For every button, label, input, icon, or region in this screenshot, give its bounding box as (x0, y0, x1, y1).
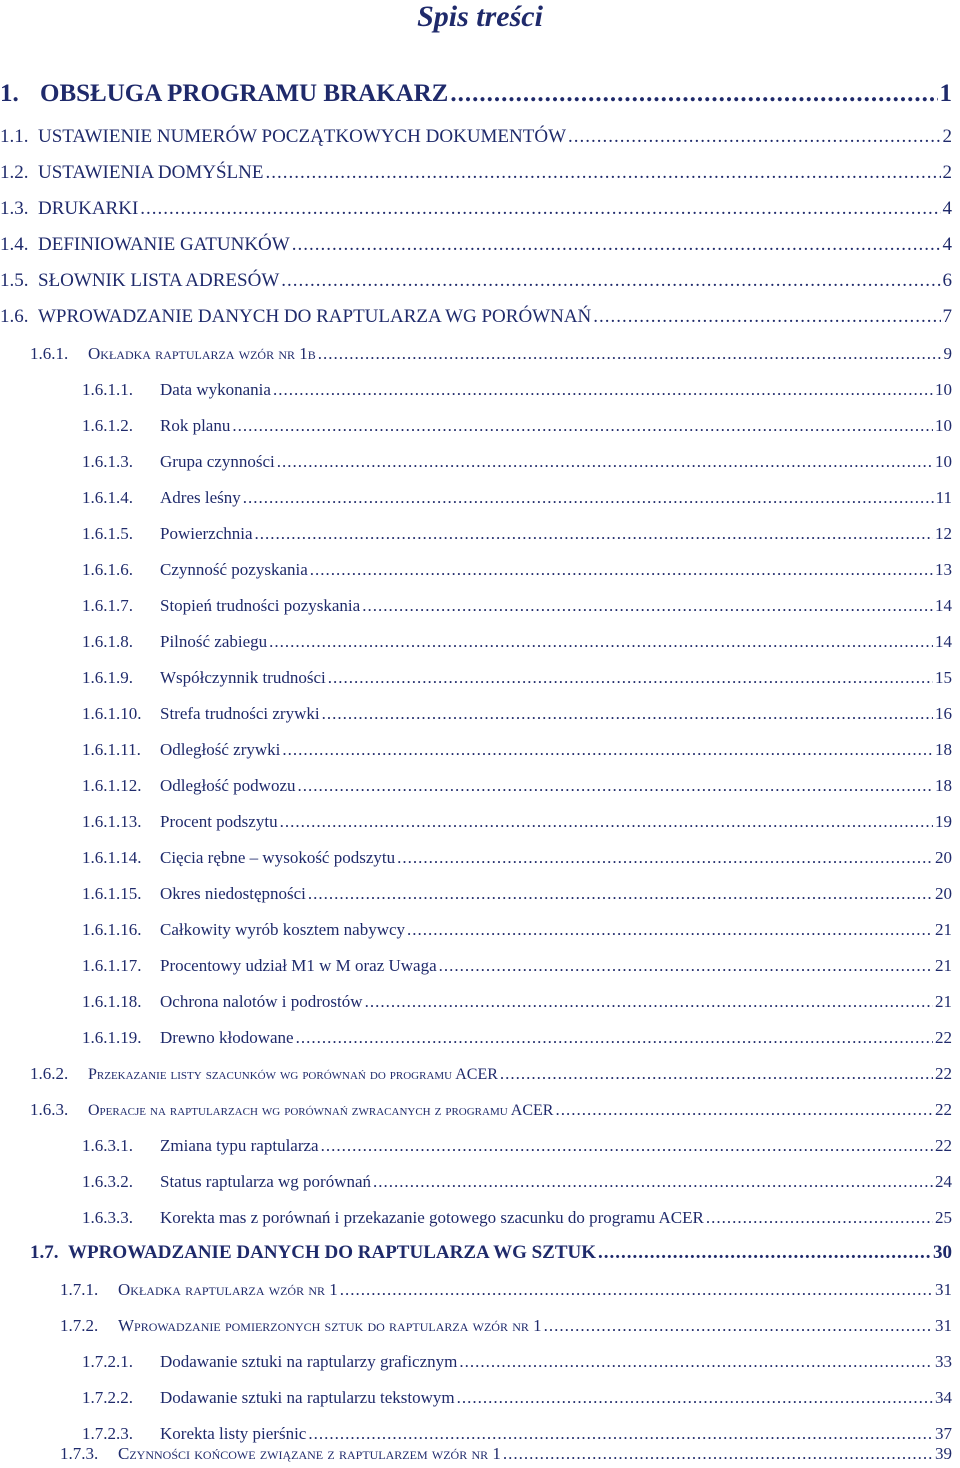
entry-title: Powierzchnia (160, 524, 253, 543)
dot-leader (322, 704, 933, 724)
entry-title: Okładka raptularza wzór nr 1b (88, 344, 316, 363)
entry-page: 11 (935, 488, 952, 507)
dot-leader (373, 1172, 933, 1192)
dot-leader (273, 380, 933, 400)
entry-page: 16 (935, 704, 952, 723)
entry-page: 18 (935, 740, 952, 759)
toc-entry[interactable] (0, 70, 952, 108)
toc-entry[interactable] (82, 868, 952, 904)
toc-entry[interactable] (30, 1228, 952, 1264)
entry-number: 1.6.3. (30, 1100, 69, 1119)
toc-entry[interactable] (82, 508, 952, 544)
toc-entry[interactable] (82, 1120, 952, 1156)
entry-number: 1.6.2. (30, 1064, 69, 1083)
dot-leader (544, 1316, 933, 1336)
dot-leader (397, 848, 933, 868)
entry-title: Odległość podwozu (160, 776, 296, 795)
dot-leader (296, 1028, 933, 1048)
entry-title: Okładka raptularza wzór nr 1 (118, 1280, 338, 1299)
entry-page: 14 (935, 596, 952, 615)
entry-title: OBSŁUGA PROGRAMU BRAKARZ (40, 80, 449, 107)
toc-entry[interactable] (82, 436, 952, 472)
entry-number: 1. (0, 80, 19, 107)
entry-number: 1.7. (30, 1242, 59, 1263)
entry-page: 34 (935, 1388, 952, 1407)
entry-page: 18 (935, 776, 952, 795)
dot-leader (281, 270, 940, 292)
entry-number: 1.7.2. (60, 1316, 99, 1335)
entry-number: 1.6.1.19. (82, 1028, 142, 1047)
entry-number: 1.6.1.10. (82, 704, 142, 723)
entry-page: 6 (942, 270, 952, 291)
entry-title: USTAWIENIE NUMERÓW POCZĄTKOWYCH DOKUMENTÓW (38, 126, 567, 147)
entry-number: 1.6.1.11. (82, 740, 141, 759)
entry-page: 22 (935, 1064, 952, 1083)
entry-page: 37 (935, 1424, 952, 1443)
entry-number: 1.7.2.3. (82, 1424, 133, 1443)
toc-entry[interactable] (82, 580, 952, 616)
toc-entry[interactable] (82, 652, 952, 688)
dot-leader (265, 162, 940, 184)
entry-page: 31 (935, 1316, 952, 1335)
toc-entry[interactable] (0, 112, 952, 148)
toc-entry[interactable] (82, 940, 952, 976)
entry-page: 10 (935, 452, 952, 471)
entry-page: 14 (935, 632, 952, 651)
entry-title: Operacje na raptularzach wg porównań zwracanych z programu ACER (88, 1102, 554, 1119)
entry-title: Pilność zabiegu (160, 632, 268, 651)
entry-number: 1.6.3.1. (82, 1136, 133, 1155)
toc-entry[interactable] (60, 1300, 952, 1336)
toc-entry[interactable] (60, 1264, 952, 1300)
entry-number: 1.6.1.8. (82, 632, 133, 651)
entry-page: 22 (935, 1028, 952, 1047)
toc-entry[interactable] (82, 760, 952, 796)
entry-number: 1.6.1.7. (82, 596, 133, 615)
dot-leader (308, 884, 933, 904)
dot-leader (310, 560, 933, 580)
entry-page: 21 (935, 920, 952, 939)
toc-entry[interactable] (82, 1156, 952, 1192)
entry-title: Przekazanie listy szacunków wg porównań do programu ACER (88, 1066, 498, 1083)
entry-title: Procentowy udział M1 w M oraz Uwaga (160, 956, 437, 975)
toc-entry[interactable] (82, 724, 952, 760)
entry-number: 1.6.1.5. (82, 524, 133, 543)
toc-entry[interactable] (82, 1012, 952, 1048)
entry-number: 1.1. (0, 126, 29, 147)
dot-leader (555, 1100, 933, 1120)
entry-page: 2 (942, 162, 952, 183)
entry-page: 30 (933, 1242, 952, 1263)
entry-title: Ochrona nalotów i podrostów (160, 992, 363, 1011)
dot-leader (568, 126, 940, 148)
toc-entry[interactable] (82, 904, 952, 940)
toc-entry[interactable] (82, 832, 952, 868)
dot-leader (282, 740, 933, 760)
entry-number: 1.6.1.1. (82, 380, 133, 399)
toc-entry[interactable] (82, 364, 952, 400)
entry-title: Wprowadzanie pomierzonych sztuk do raptularza wzór nr 1 (118, 1316, 542, 1335)
entry-number: 1.7.2.2. (82, 1388, 133, 1407)
entry-title: Całkowity wyrób kosztem nabywcy (160, 920, 406, 939)
entry-page: 10 (935, 416, 952, 435)
entry-number: 1.6.1.9. (82, 668, 133, 687)
entry-page: 22 (935, 1136, 952, 1155)
entry-page: 20 (935, 848, 952, 867)
toc-entry[interactable] (30, 1048, 952, 1084)
entry-number: 1.7.3. (60, 1444, 99, 1463)
entry-title: Odległość zrywki (160, 740, 281, 759)
entry-title: Status raptularza wg porównań (160, 1172, 372, 1191)
dot-leader (340, 1280, 933, 1300)
dot-leader (593, 306, 940, 328)
entry-number: 1.6.3.3. (82, 1208, 133, 1227)
entry-title: DRUKARKI (38, 198, 139, 219)
toc-entry[interactable] (30, 1084, 952, 1120)
toc-entry[interactable] (30, 328, 952, 364)
toc-entry[interactable] (0, 292, 952, 328)
entry-title: Procent podszytu (160, 812, 278, 831)
entry-page: 21 (935, 992, 952, 1011)
entry-page: 22 (935, 1100, 952, 1119)
entry-number: 1.6.1.14. (82, 848, 142, 867)
entry-title: Okres niedostępności (160, 884, 306, 903)
dot-leader (269, 632, 933, 652)
entry-title: Drewno kłodowane (160, 1028, 294, 1047)
entry-page: 21 (935, 956, 952, 975)
dot-leader (450, 80, 937, 108)
entry-title: Rok planu (160, 416, 231, 435)
entry-title: Grupa czynności (160, 452, 275, 471)
toc-entry[interactable] (82, 544, 952, 580)
entry-number: 1.2. (0, 162, 29, 183)
dot-leader (362, 596, 933, 616)
entry-page: 2 (942, 126, 952, 147)
entry-number: 1.6.1.15. (82, 884, 142, 903)
entry-page: 19 (935, 812, 952, 831)
dot-leader (280, 812, 933, 832)
entry-title: WPROWADZANIE DANYCH DO RAPTULARZA WG PORÓWNAŃ (38, 306, 592, 327)
entry-number: 1.4. (0, 234, 29, 255)
entry-number: 1.6.1.16. (82, 920, 142, 939)
toc-entry[interactable] (82, 1372, 952, 1408)
toc-entry[interactable] (82, 976, 952, 1012)
entry-page: 12 (935, 524, 952, 543)
entry-title: Zmiana typu raptularza (160, 1136, 319, 1155)
toc-entry[interactable] (82, 616, 952, 652)
dot-leader (321, 1136, 933, 1156)
entry-page: 31 (935, 1280, 952, 1299)
entry-page: 15 (935, 668, 952, 687)
entry-number: 1.6.1.4. (82, 488, 133, 507)
entry-number: 1.6.1.6. (82, 560, 133, 579)
dot-leader (298, 776, 933, 796)
entry-page: 33 (935, 1352, 952, 1371)
toc-entry[interactable] (0, 256, 952, 292)
dot-leader (140, 198, 940, 220)
dot-leader (598, 1242, 931, 1264)
entry-number: 1.6.1. (30, 344, 69, 363)
dot-leader (277, 452, 933, 472)
dot-leader (292, 234, 941, 256)
dot-leader (407, 920, 933, 940)
toc-entry[interactable] (82, 400, 952, 436)
entry-page: 25 (935, 1208, 952, 1227)
toc-title: Spis treści (417, 0, 543, 33)
entry-title: Cięcia rębne – wysokość podszytu (160, 848, 396, 867)
toc-entry[interactable] (0, 220, 952, 256)
dot-leader (243, 488, 934, 508)
toc-entry[interactable] (60, 1428, 952, 1464)
dot-leader (503, 1444, 933, 1464)
entry-number: 1.5. (0, 270, 29, 291)
dot-leader (439, 956, 933, 976)
dot-leader (500, 1064, 933, 1084)
dot-leader (255, 524, 933, 544)
entry-number: 1.6. (0, 306, 29, 327)
entry-title: Korekta mas z porównań i przekazanie gotowego szacunku do programu ACER (160, 1208, 704, 1227)
entry-number: 1.6.1.17. (82, 956, 142, 975)
entry-page: 1 (939, 80, 952, 107)
entry-number: 1.6.1.2. (82, 416, 133, 435)
entry-page: 24 (935, 1172, 952, 1191)
entry-title: Stopień trudności pozyskania (160, 596, 361, 615)
entry-title: Strefa trudności zrywki (160, 704, 320, 723)
dot-leader (328, 668, 933, 688)
toc-entry[interactable] (82, 1336, 952, 1372)
toc-entry[interactable] (82, 472, 952, 508)
entry-title: Adres leśny (160, 488, 241, 507)
entry-number: 1.7.1. (60, 1280, 99, 1299)
entry-title: DEFINIOWANIE GATUNKÓW (38, 234, 290, 255)
entry-page: 20 (935, 884, 952, 903)
toc-entry[interactable] (82, 796, 952, 832)
dot-leader (318, 344, 942, 364)
dot-leader (457, 1388, 933, 1408)
entry-page: 7 (942, 306, 952, 327)
entry-page: 10 (935, 380, 952, 399)
entry-title: Data wykonania (160, 380, 271, 399)
entry-title: Współczynnik trudności (160, 668, 326, 687)
entry-page: 39 (935, 1444, 952, 1463)
dot-leader (232, 416, 933, 436)
entry-page: 13 (935, 560, 952, 579)
entry-title: WPROWADZANIE DANYCH DO RAPTULARZA WG SZTUK (68, 1242, 597, 1263)
entry-title: Dodawanie sztuki na raptularzu tekstowym (160, 1388, 455, 1407)
entry-number: 1.7.2.1. (82, 1352, 133, 1371)
entry-number: 1.6.1.3. (82, 452, 133, 471)
toc-entry[interactable] (0, 184, 952, 220)
entry-number: 1.3. (0, 198, 29, 219)
entry-page: 4 (942, 234, 952, 255)
entry-number: 1.6.1.18. (82, 992, 142, 1011)
entry-page: 4 (942, 198, 952, 219)
entry-number: 1.6.3.2. (82, 1172, 133, 1191)
entry-title: Dodawanie sztuki na raptularzy graficznym (160, 1352, 458, 1371)
toc-entry[interactable] (82, 1192, 952, 1228)
entry-title: SŁOWNIK LISTA ADRESÓW (38, 270, 280, 291)
entry-title: Korekta listy pierśnic (160, 1424, 307, 1443)
toc-entry[interactable] (82, 688, 952, 724)
entry-title: USTAWIENIA DOMYŚLNE (38, 162, 264, 183)
entry-title: Czynności końcowe związane z raptularzem wzór nr 1 (118, 1444, 501, 1463)
entry-title: Czynność pozyskania (160, 560, 308, 579)
entry-number: 1.6.1.12. (82, 776, 142, 795)
entry-page: 9 (943, 344, 952, 363)
dot-leader (459, 1352, 933, 1372)
toc-entry[interactable] (0, 148, 952, 184)
dot-leader (706, 1208, 933, 1228)
dot-leader (365, 992, 933, 1012)
entry-number: 1.6.1.13. (82, 812, 142, 831)
